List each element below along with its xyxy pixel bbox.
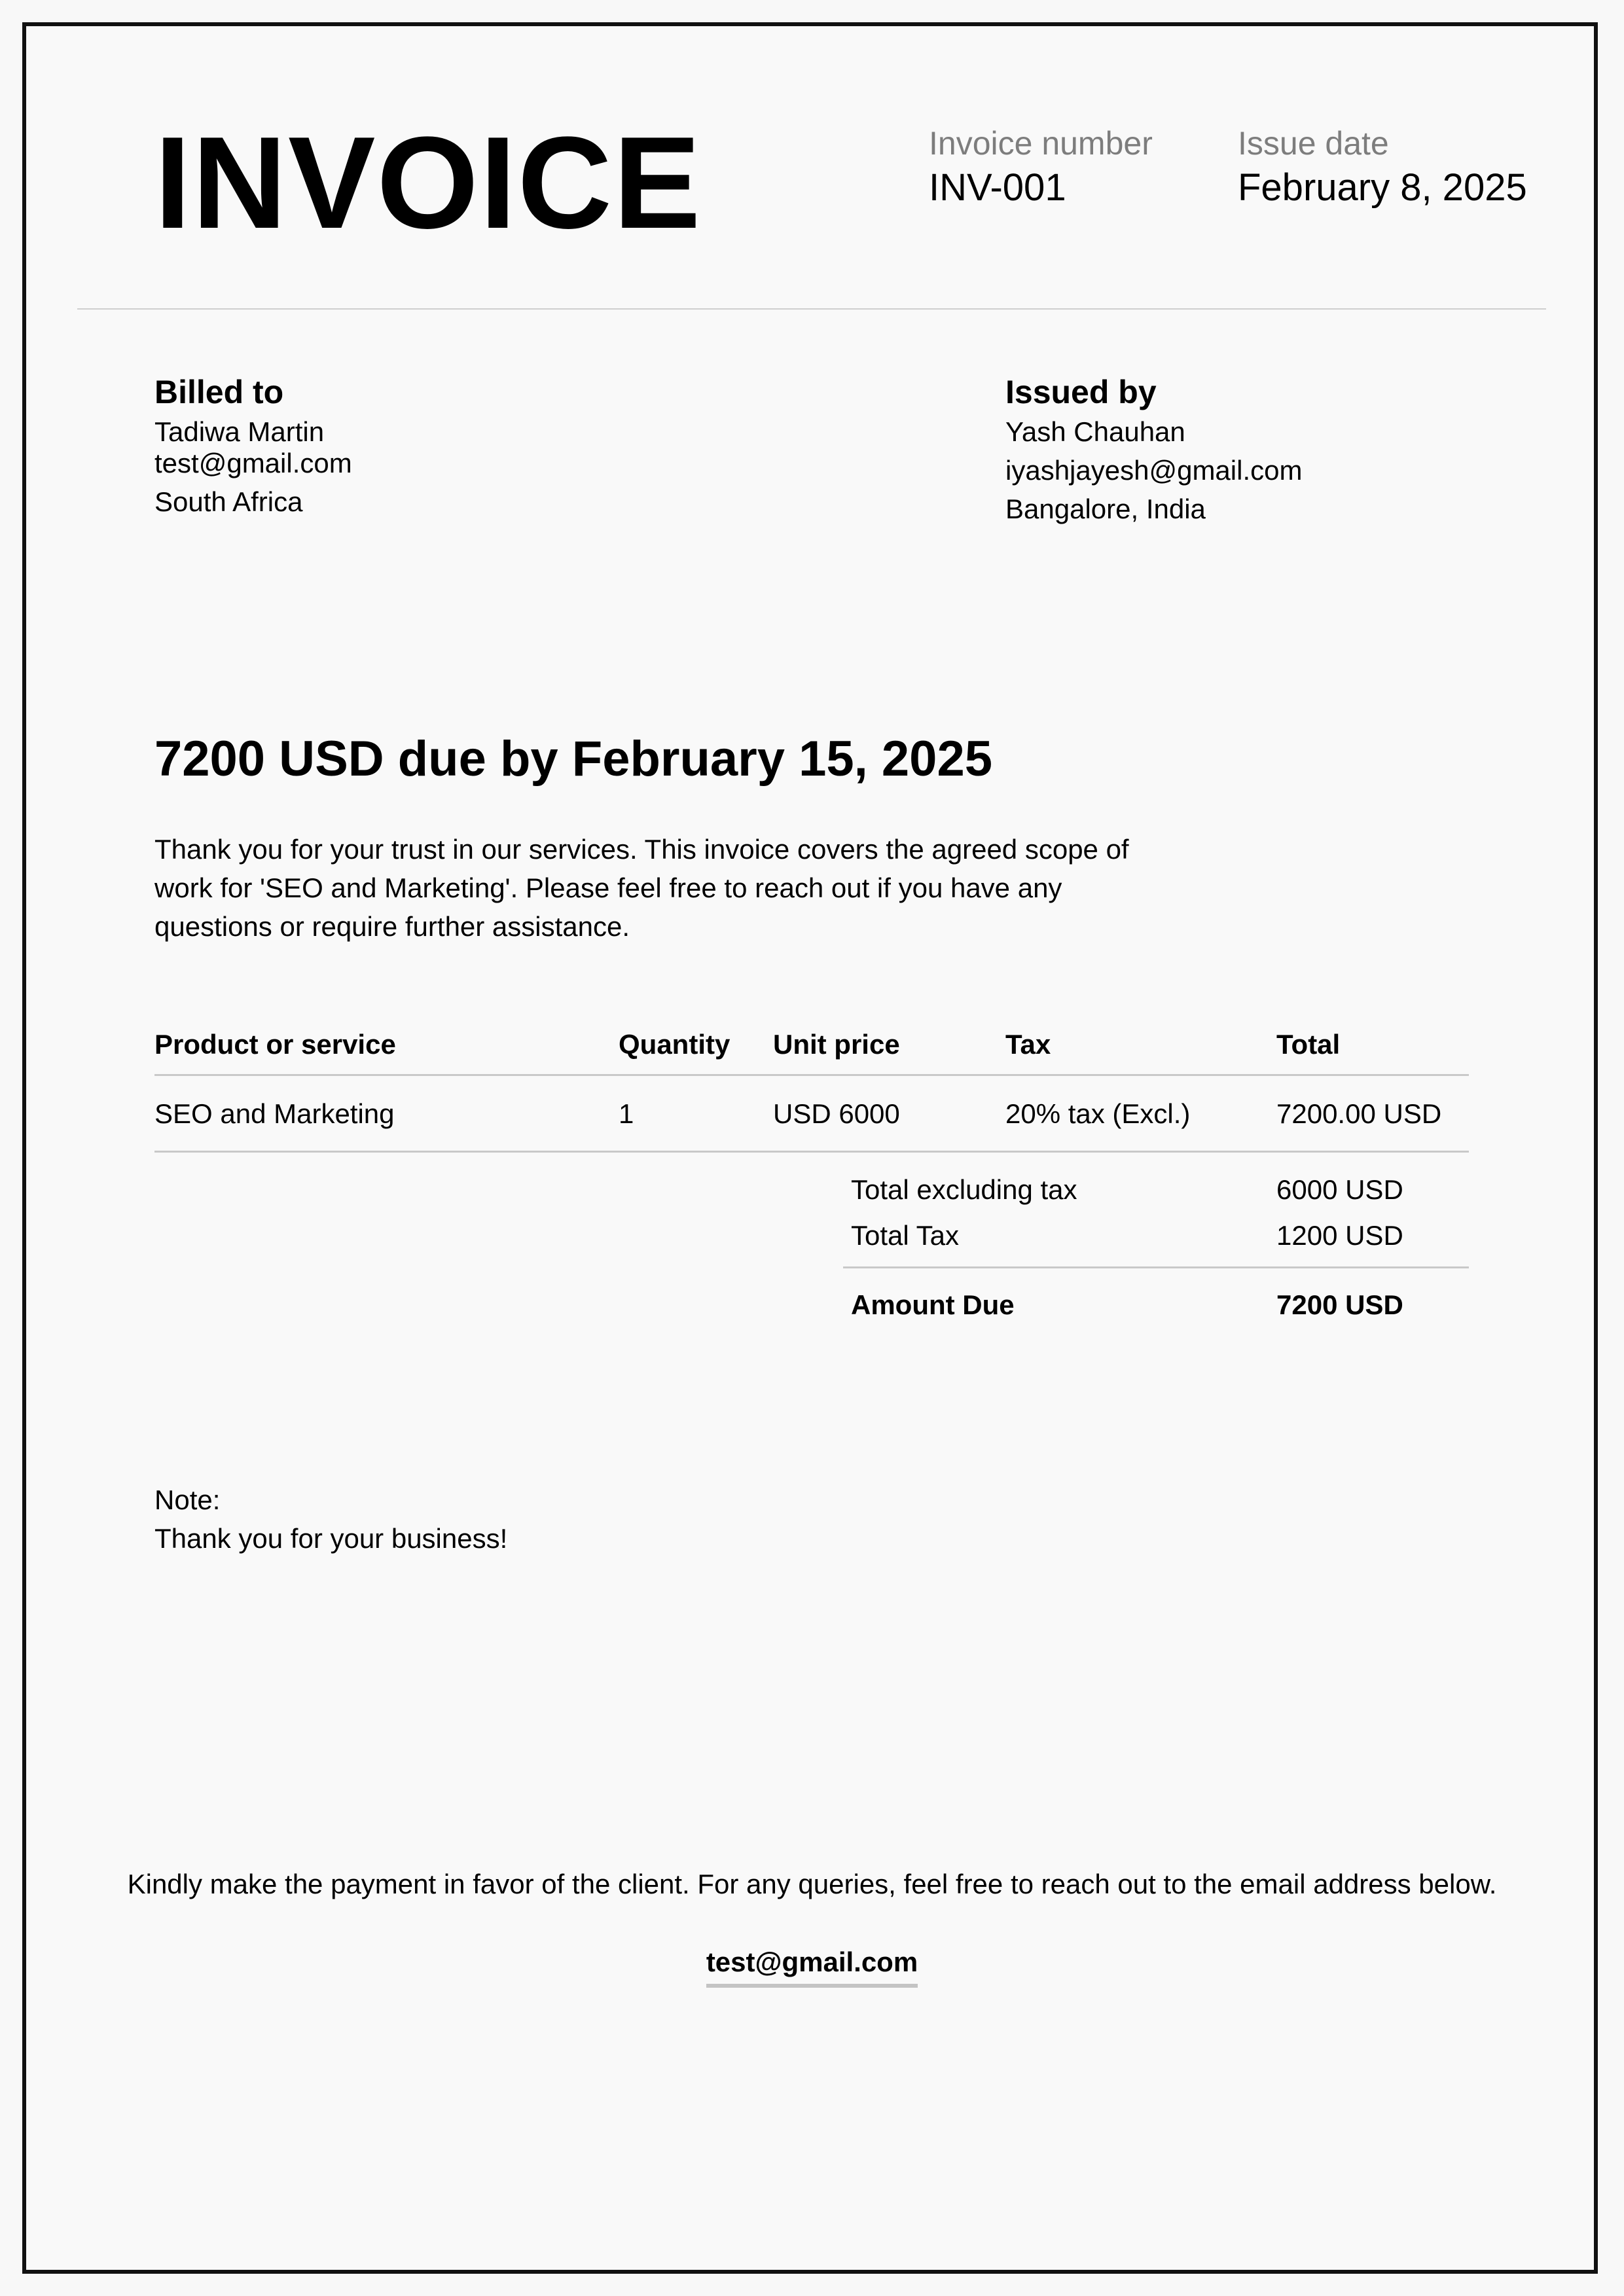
column-header-unit-price: Unit price	[773, 1029, 900, 1060]
billed-to-email: test@gmail.com	[154, 448, 352, 478]
column-header-tax: Tax	[1005, 1029, 1051, 1060]
issued-by-name: Yash Chauhan	[1005, 416, 1185, 447]
table-row-divider	[154, 1151, 1469, 1153]
row-total: 7200.00 USD	[1276, 1098, 1442, 1129]
row-unit-price: USD 6000	[773, 1098, 900, 1129]
billed-to-heading: Billed to	[154, 374, 284, 410]
contact-email-container	[0, 1948, 1624, 1988]
column-header-quantity: Quantity	[619, 1029, 731, 1060]
note-label: Note:	[154, 1484, 221, 1515]
issued-by-email: iyashjayesh@gmail.com	[1005, 455, 1303, 486]
column-header-total: Total	[1276, 1029, 1341, 1060]
intro-paragraph: Thank you for your trust in our services. This invoice covers the agreed scope of work for 'SEO and Marketing'. Please feel free to reach out if you have any questions or require further assistance.	[154, 834, 1129, 942]
payment-instructions: Kindly make the payment in favor of the client. For any queries, feel free to reach out to the email address below.	[127, 1869, 1497, 1899]
invoice-number-value: INV-001	[929, 166, 1066, 209]
totals-divider	[843, 1266, 1469, 1268]
invoice-title: INVOICE	[154, 110, 702, 256]
billed-to-location: South Africa	[154, 486, 303, 517]
row-product: SEO and Marketing	[154, 1098, 395, 1129]
issue-date-label: Issue date	[1238, 125, 1389, 162]
subtotal-value: 6000 USD	[1276, 1174, 1403, 1205]
header-divider	[77, 308, 1546, 310]
total-tax-value: 1200 USD	[1276, 1220, 1403, 1251]
note-text: Thank you for your business!	[154, 1523, 508, 1554]
row-tax: 20% tax (Excl.)	[1005, 1098, 1191, 1129]
issued-by-location: Bangalore, India	[1005, 493, 1206, 524]
issue-date-value: February 8, 2025	[1238, 166, 1527, 209]
amount-due-headline: 7200 USD due by February 15, 2025	[154, 731, 992, 787]
amount-due-value: 7200 USD	[1276, 1289, 1403, 1320]
invoice-number-label: Invoice number	[929, 125, 1153, 162]
row-quantity: 1	[619, 1098, 634, 1129]
total-tax-label: Total Tax	[851, 1220, 959, 1251]
invoice-page	[22, 22, 1598, 2274]
table-header-divider	[154, 1074, 1469, 1076]
column-header-product: Product or service	[154, 1029, 396, 1060]
issued-by-heading: Issued by	[1005, 374, 1157, 410]
amount-due-label: Amount Due	[851, 1289, 1015, 1320]
contact-email-link[interactable]: test@gmail.com	[706, 1948, 918, 1988]
billed-to-name: Tadiwa Martin	[154, 416, 325, 447]
subtotal-label: Total excluding tax	[851, 1174, 1077, 1205]
